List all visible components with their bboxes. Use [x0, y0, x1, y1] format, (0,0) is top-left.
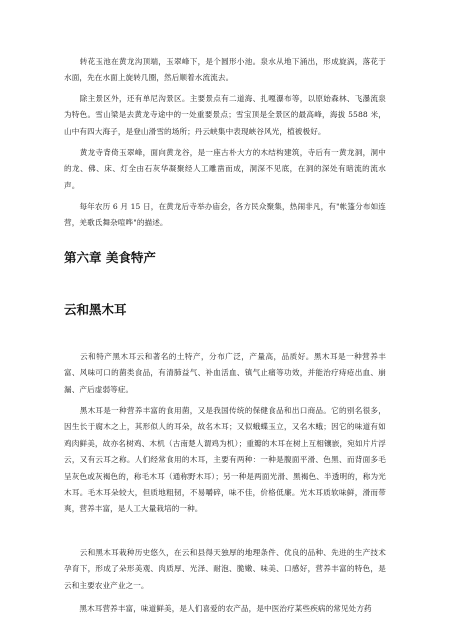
section-title: 云和黑木耳: [64, 302, 127, 317]
chapter-title: 第六章 美食特产: [64, 250, 156, 265]
paragraph-temple-fair: 每年农历 6 月 15 日，在黄龙后寺举办庙会，各方民众聚集，热闹非凡，有"帐篷分布如连营，羌歌氐舞杂喧哗"的描述。: [64, 202, 386, 228]
paragraph-fungus-types: 黑木耳是一种营养丰富的食用菌，又是我国传统的保健食品和出口商品。它的别名很多，因生长于腐木之上，其形似人的耳朵，故名木耳；又似蛾蝶玉立，又名木蛾；因它的味道有如鸡肉鲜美，故亦名树鸡、木机（古南楚人谓鸡为机）；重瓣的木耳在树上互相镶嵌，宛如片片浮云，又有云耳之称。人们经常食用的木耳，主要有两种：一种是腹面平滑、色黑、而背面多毛呈灰色或灰褐色的，称毛木耳（通称野木耳）；另一种是两面光滑、黑褐色、半透明的，称为光木耳。毛木耳朵较大，但质地粗韧，不易嚼碎，味不佳，价格低廉。光木耳质软味鲜，滑而带爽，营养丰富，是人工大量栽培的一种。: [64, 406, 386, 514]
paragraph-scenic-areas: 除主景区外，还有单尼沟景区。主要景点有二道海、扎嘎瀑布等，以原始森林、飞瀑流泉为特色。雪山梁是去黄龙寺途中的一处重要景点；雪宝顶是全景区的最高峰，海拔 5588 米，山中有四大海子，是登山滑雪的场所；丹云峡集中表现峡谷风光，植被极好。: [64, 94, 386, 136]
paragraph-huanglong-temple: 黄龙寺背倚玉翠峰，面向黄龙谷，是一座古朴大方的木结构建筑，寺后有一黄龙洞，洞中的龙、佛、床、灯全由石灰华凝聚经人工雕凿而成，洞深不见底，在洞的深处有暗流的流水声。: [64, 148, 386, 190]
paragraph-fungus-intro: 云和特产黑木耳云和著名的土特产，分布广泛，产量高，品质好。黑木耳是一种营养丰富、风味可口的菌类食品，有清肺益气、补血活血、镇气止痛等功效，并能治疗痔疮出血、崩漏、产后虚弱等症。: [64, 352, 386, 394]
paragraph-nutrition: 黑木耳营养丰富，味道鲜美，是人们喜爱的农产品，是中医治疗某些疾病的常见处方药: [64, 604, 372, 613]
paragraph-cultivation-history: 云和黑木耳栽种历史悠久，在云和县得天独厚的地理条件、优良的品种、先进的生产技术孕育下，形成了朵形美观、肉质厚、光泽、耐泡、脆嫩、味美、口感好，营养丰富的特色，是云和主要农业产业之一。: [64, 548, 386, 590]
paragraph-jade-pool: 转花玉池在黄龙沟顶端，玉翠峰下，是个圆形小池。泉水从地下涌出，形成旋涡，落花于水面，先在水面上旋转几圈，然后顺着水流流去。: [64, 57, 386, 83]
